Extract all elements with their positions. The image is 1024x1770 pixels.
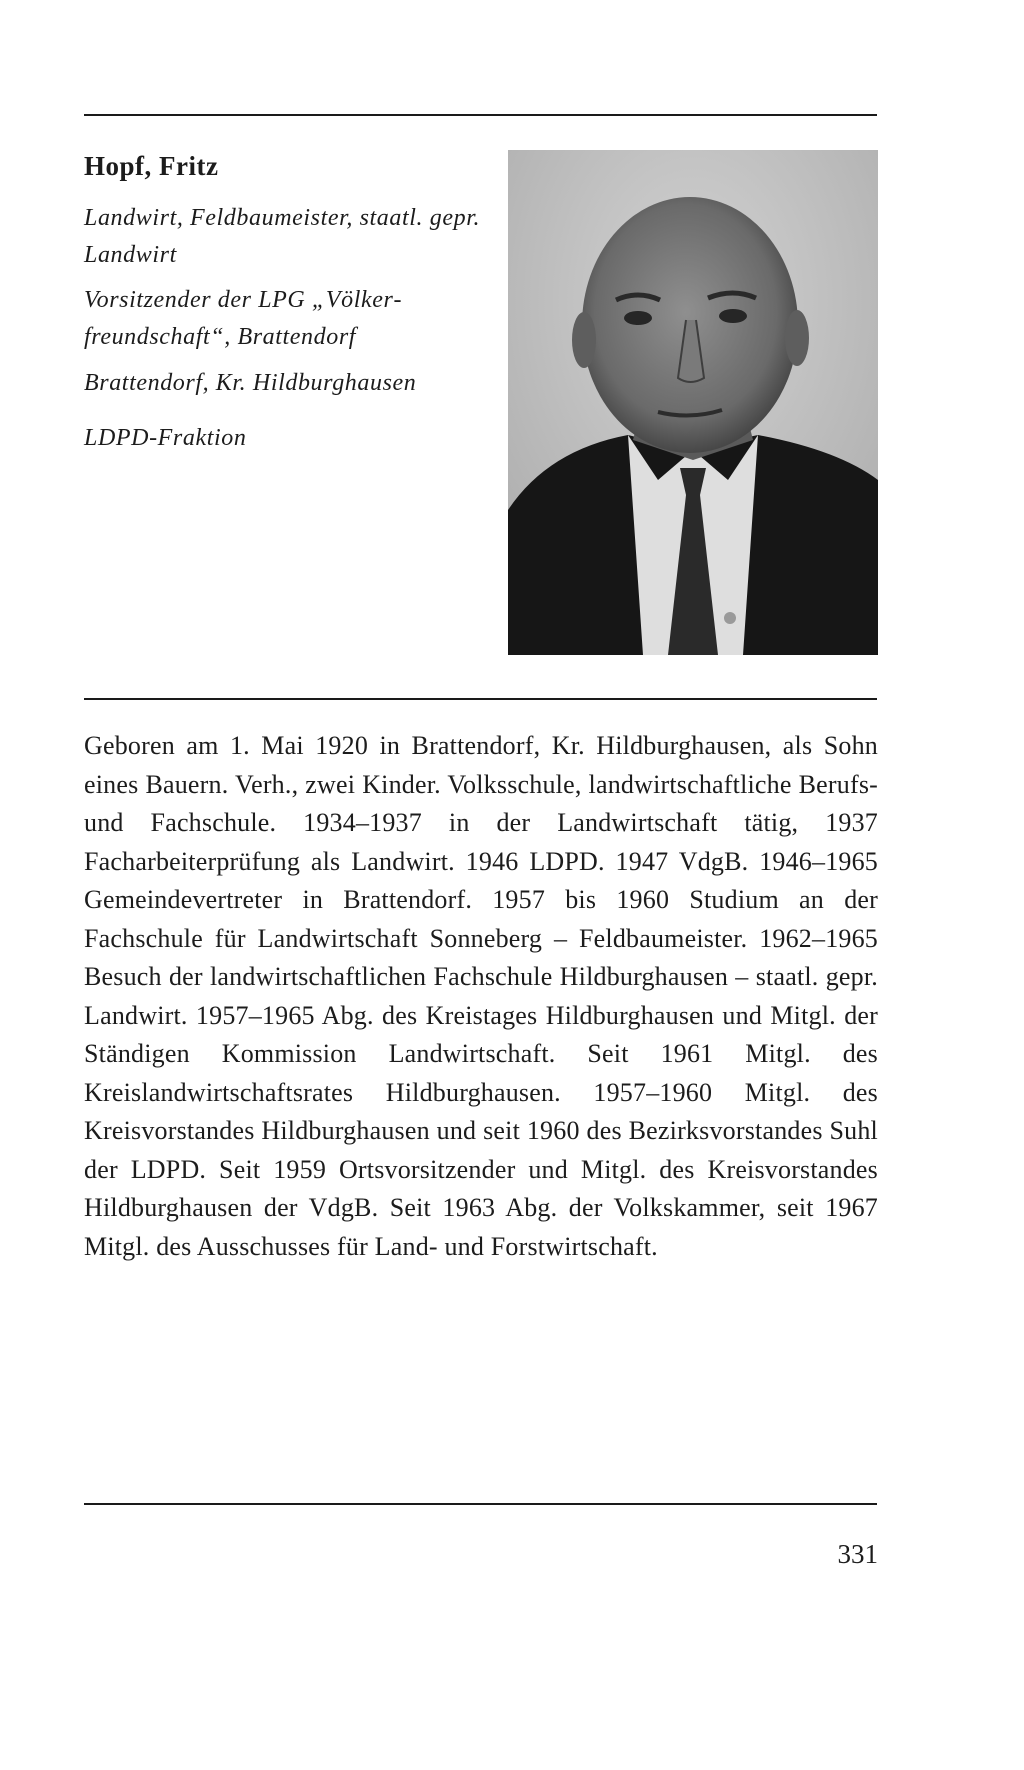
biography-text: Geboren am 1. Mai 1920 in Brattendorf, Kr. Hildburghausen, als Sohn eines Bauern. Verh., zwei Kinder. Volksschule, landwirtschaftliche Berufs- und Fachschule. 1934–1937 in der Landwirtschaft tätig, 1937 Facharbeiterprüfung als Landwirt. 1946 LDPD. 1947 VdgB. 1946–1965 Gemeindevertreter in Brattendorf. 1957 bis 1960 Studium an der Fachschule für Landwirtschaft Sonneberg – Feldbaumeister. 1962–1965 Besuch der landwirtschaftlichen Fachschule Hildburghausen – staatl. gepr. Landwirt. 1957–1965 Abg. des Kreistages Hildburghausen und Mitgl. der Ständigen Kommission Landwirtschaft. Seit 1961 Mitgl. des Kreislandwirtschaftsrates Hildburghausen. 1957–1960 Mitgl. des Kreisvorstandes Hildburghausen und seit 1960 des Bezirksvorstandes Suhl der LDPD. Seit 1959 Ortsvorsitzender und Mitgl. des Kreisvorstandes Hildburghausen der VdgB. Seit 1963 Abg. der Volkskammer, seit 1967 Mitgl. des Ausschusses für Land- und Forstwirtschaft. <box>84 731 878 1261</box>
middle-divider <box>84 698 877 700</box>
occupation: Landwirt, Feldbaumeister, staatl. gepr. Landwirt <box>84 205 481 268</box>
faction: LDPD-Fraktion <box>84 425 247 451</box>
page-number: 331 <box>837 1539 878 1569</box>
bottom-divider <box>84 1503 877 1505</box>
entry-header <box>84 150 484 451</box>
position: Vorsitzender der LPG „Völkerfreundschaft“, Brattendorf <box>84 287 402 350</box>
portrait-photo <box>508 150 878 655</box>
residence: Brattendorf, Kr. Hildburghausen <box>84 370 417 396</box>
top-divider <box>84 114 877 116</box>
person-name: Hopf, Fritz <box>84 151 219 181</box>
